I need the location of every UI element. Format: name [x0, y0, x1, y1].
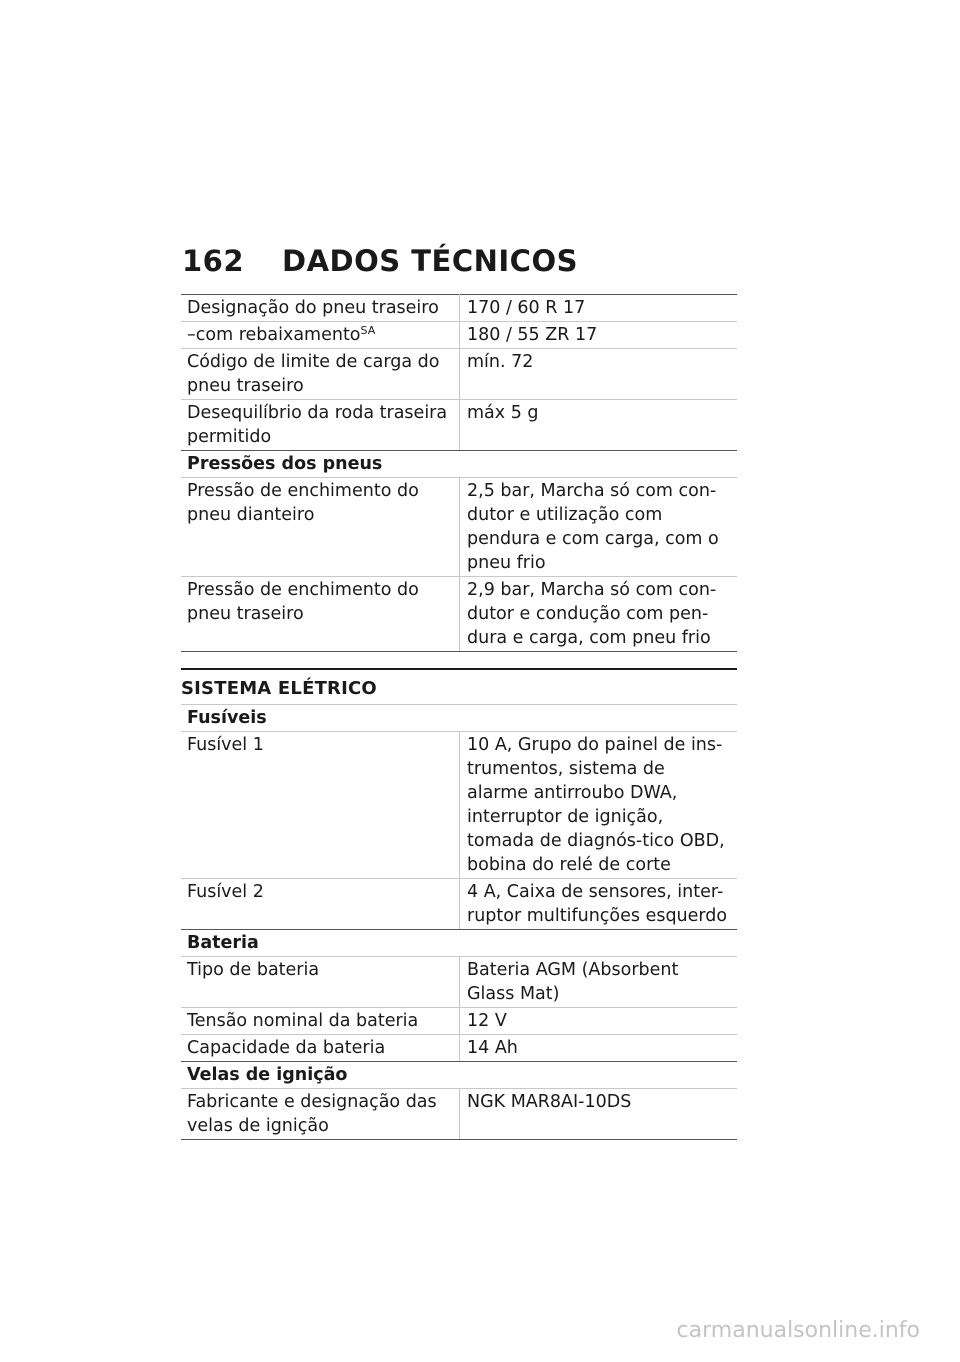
group-heading: Fusíveis	[181, 705, 737, 732]
table-row	[181, 478, 737, 577]
electrical-spec-table	[181, 704, 737, 1140]
group-heading-row	[181, 1062, 737, 1089]
spec-label: Desequilíbrio da roda traseira permitido	[181, 400, 460, 451]
group-heading: Pressões dos pneus	[181, 451, 737, 478]
table-row	[181, 1089, 737, 1140]
spec-label: Tipo de bateria	[181, 957, 460, 1008]
spec-value: 10 A, Grupo do painel de ins-trumentos, sistema de alarme antirroubo DWA, interruptor de ignição, tomada de diagnós-tico OBD, bobina do relé de corte	[460, 732, 738, 879]
table-row	[181, 577, 737, 652]
spec-value: 2,9 bar, Marcha só com con-dutor e condução com pen-dura e carga, com pneu frio	[460, 577, 738, 652]
spec-label: Designação do pneu traseiro	[181, 295, 460, 322]
group-heading-row	[181, 705, 737, 732]
spec-value: 12 V	[460, 1008, 738, 1035]
group-heading-row	[181, 451, 737, 478]
spec-value: Bateria AGM (Absorbent Glass Mat)	[460, 957, 738, 1008]
spec-label: Pressão de enchimento do pneu dianteiro	[181, 478, 460, 577]
spec-value: 180 / 55 ZR 17	[460, 322, 738, 349]
spec-label: Tensão nominal da bateria	[181, 1008, 460, 1035]
page-title: DADOS TÉCNICOS	[282, 244, 578, 278]
group-heading: Bateria	[181, 930, 737, 957]
table-row	[181, 1035, 737, 1062]
table-row	[181, 879, 737, 930]
tire-spec-table	[181, 294, 737, 652]
table-row	[181, 732, 737, 879]
table-row	[181, 957, 737, 1008]
spec-label: Fusível 1	[181, 732, 460, 879]
spec-value: 170 / 60 R 17	[460, 295, 738, 322]
table-row	[181, 400, 737, 451]
spec-value: máx 5 g	[460, 400, 738, 451]
page-header	[182, 244, 742, 278]
spec-value: 2,5 bar, Marcha só com con-dutor e utilização com pendura e com carga, com o pneu frio	[460, 478, 738, 577]
spec-value: NGK MAR8AI-10DS	[460, 1089, 738, 1140]
group-heading: Velas de ignição	[181, 1062, 737, 1089]
section-title: SISTEMA ELÉTRICO	[181, 668, 737, 704]
spec-content	[181, 294, 737, 1140]
spec-value: mín. 72	[460, 349, 738, 400]
table-row	[181, 322, 737, 349]
spec-value: 4 A, Caixa de sensores, inter-ruptor multifunções esquerdo	[460, 879, 738, 930]
table-row	[181, 349, 737, 400]
spec-label: –com rebaixamento$^{SA}$	[181, 322, 460, 349]
spec-label: Código de limite de carga do pneu traseiro	[181, 349, 460, 400]
spec-label: Pressão de enchimento do pneu traseiro	[181, 577, 460, 652]
watermark: carmanualsonline.info	[676, 1318, 920, 1343]
spec-value: 14 Ah	[460, 1035, 738, 1062]
spec-label: Fabricante e designação das velas de ignição	[181, 1089, 460, 1140]
spec-label: Capacidade da bateria	[181, 1035, 460, 1062]
page-number: 162	[182, 244, 245, 278]
table-row	[181, 1008, 737, 1035]
table-row	[181, 295, 737, 322]
spec-label: Fusível 2	[181, 879, 460, 930]
sa-superscript: SA	[360, 324, 376, 337]
group-heading-row	[181, 930, 737, 957]
